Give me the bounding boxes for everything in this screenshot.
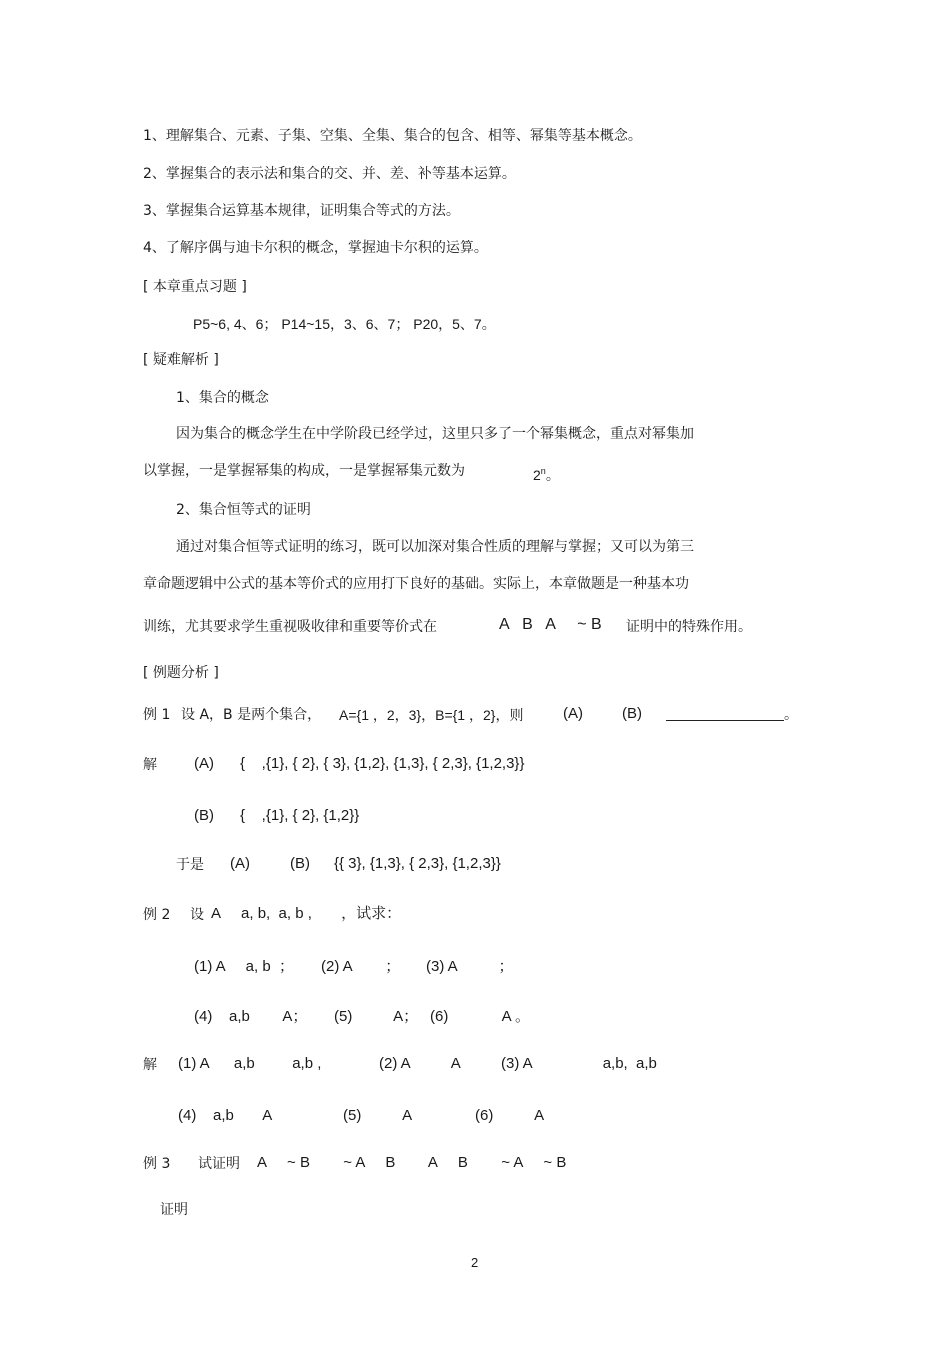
example3-text: 试证明 <box>198 1156 240 1172</box>
difficulty-item2-line3-end: 证明中的特殊作用。 <box>626 619 752 635</box>
solution1-pa-label: (A) <box>194 755 214 772</box>
solution1-conclusion-value: {{ 3}, {1,3}, { 2,3}, {1,2,3}} <box>334 855 501 872</box>
example1-power-a: (A) <box>563 705 583 722</box>
difficulty-item2-title: 2、集合恒等式的证明 <box>176 502 311 518</box>
examples-heading: [ 例题分析 ] <box>143 665 219 681</box>
difficulty-item1-title: 1、集合的概念 <box>176 390 269 406</box>
example1-power-b: (B) <box>622 705 642 722</box>
example2-q2: (2) A ； <box>321 958 401 975</box>
example2-q4: (4) a,b A； <box>194 1008 308 1025</box>
powerset-size-base: 2 <box>533 467 541 483</box>
example1-answer-blank <box>666 705 798 725</box>
key-exercises-list: P5~6, 4、6； P14~15，3、6、7； P20，5、7。 <box>193 316 496 332</box>
example3-label: 例 3 <box>143 1156 171 1172</box>
solution2-s4: (4) a,b A <box>178 1107 273 1124</box>
solution2-s6: (6) A <box>475 1107 545 1124</box>
example1-sets: A={1 ，2，3}，B={1 ，2}，则 <box>339 707 524 723</box>
solution1-conclusion-label: 于是 <box>176 857 204 873</box>
example2-q6: (6) A 。 <box>430 1008 531 1025</box>
difficulty-item2-line2: 章命题逻辑中公式的基本等价式的应用打下良好的基础。实际上，本章做题是一种基本功 <box>143 576 689 592</box>
objective-1: 1、理解集合、元素、子集、空集、全集、集合的包含、相等、幂集等基本概念。 <box>143 128 642 144</box>
solution1-pa-value: { ,{1}, { 2}, { 3}, {1,2}, {1,3}, { 2,3}, {1,2,3}} <box>240 755 525 772</box>
solution1-conclusion-pb: (B) <box>290 855 310 872</box>
difficulty-item2-line1: 通过对集合恒等式证明的练习，既可以加深对集合性质的理解与掌握；又可以为第三 <box>176 539 694 555</box>
solution1-label: 解 <box>143 757 157 773</box>
solution2-s3: (3) A a,b, a,b <box>501 1055 657 1072</box>
difficulty-heading: [ 疑难解析 ] <box>143 352 219 368</box>
solution1-conclusion-pa: (A) <box>230 855 250 872</box>
difficulty-item2-line3-text: 训练，尤其要求学生重视吸收律和重要等价式在 <box>143 619 437 635</box>
difficulty-item1-line2-text: 以掌握，一是掌握幂集的构成，一是掌握幂集元数为 <box>143 463 465 479</box>
solution2-s5: (5) A <box>343 1107 413 1124</box>
objective-4: 4、了解序偶与迪卡尔积的概念，掌握迪卡尔积的运算。 <box>143 240 488 256</box>
solution2-label: 解 <box>143 1057 157 1073</box>
example1-label: 例 1 <box>143 707 171 723</box>
key-exercises-heading: [ 本章重点习题 ] <box>143 279 247 295</box>
proof-label: 证明 <box>160 1202 188 1218</box>
powerset-size-end: 。 <box>545 467 560 483</box>
solution2-s1: (1) A a,b a,b , <box>178 1055 322 1072</box>
example2-text: 设 <box>190 907 204 923</box>
difficulty-item2-formula: A B A ~ B <box>499 616 602 633</box>
example2-label: 例 2 <box>143 907 171 923</box>
powerset-size-exponent: n <box>540 466 546 476</box>
difficulty-item1-line1: 因为集合的概念学生在中学阶段已经学过，这里只多了一个幂集概念，重点对幂集加 <box>176 426 694 442</box>
example2-q5: (5) A； <box>334 1008 419 1025</box>
solution1-pb-value: { ,{1}, { 2}, {1,2}} <box>240 807 360 824</box>
example1-text: 设 A，B 是两个集合， <box>181 707 322 723</box>
example2-q1: (1) A a, b ； <box>194 958 295 975</box>
objective-3: 3、掌握集合运算基本规律，证明集合等式的方法。 <box>143 203 460 219</box>
difficulty-item1-line2 <box>143 461 465 481</box>
page-number: 2 <box>471 1255 479 1270</box>
example2-set: A a, b, a, b , ，试求： <box>211 905 402 922</box>
solution2-s2: (2) A A <box>379 1055 461 1072</box>
example2-q3: (3) A ； <box>426 958 514 975</box>
example1-end: 。 <box>784 707 798 723</box>
objective-2: 2、掌握集合的表示法和集合的交、并、差、补等基本运算。 <box>143 166 516 182</box>
solution1-pb-label: (B) <box>194 807 214 824</box>
example3-formula: A ~ B ~ A B A B ~ A ~ B <box>257 1154 567 1171</box>
powerset-size <box>533 461 560 485</box>
